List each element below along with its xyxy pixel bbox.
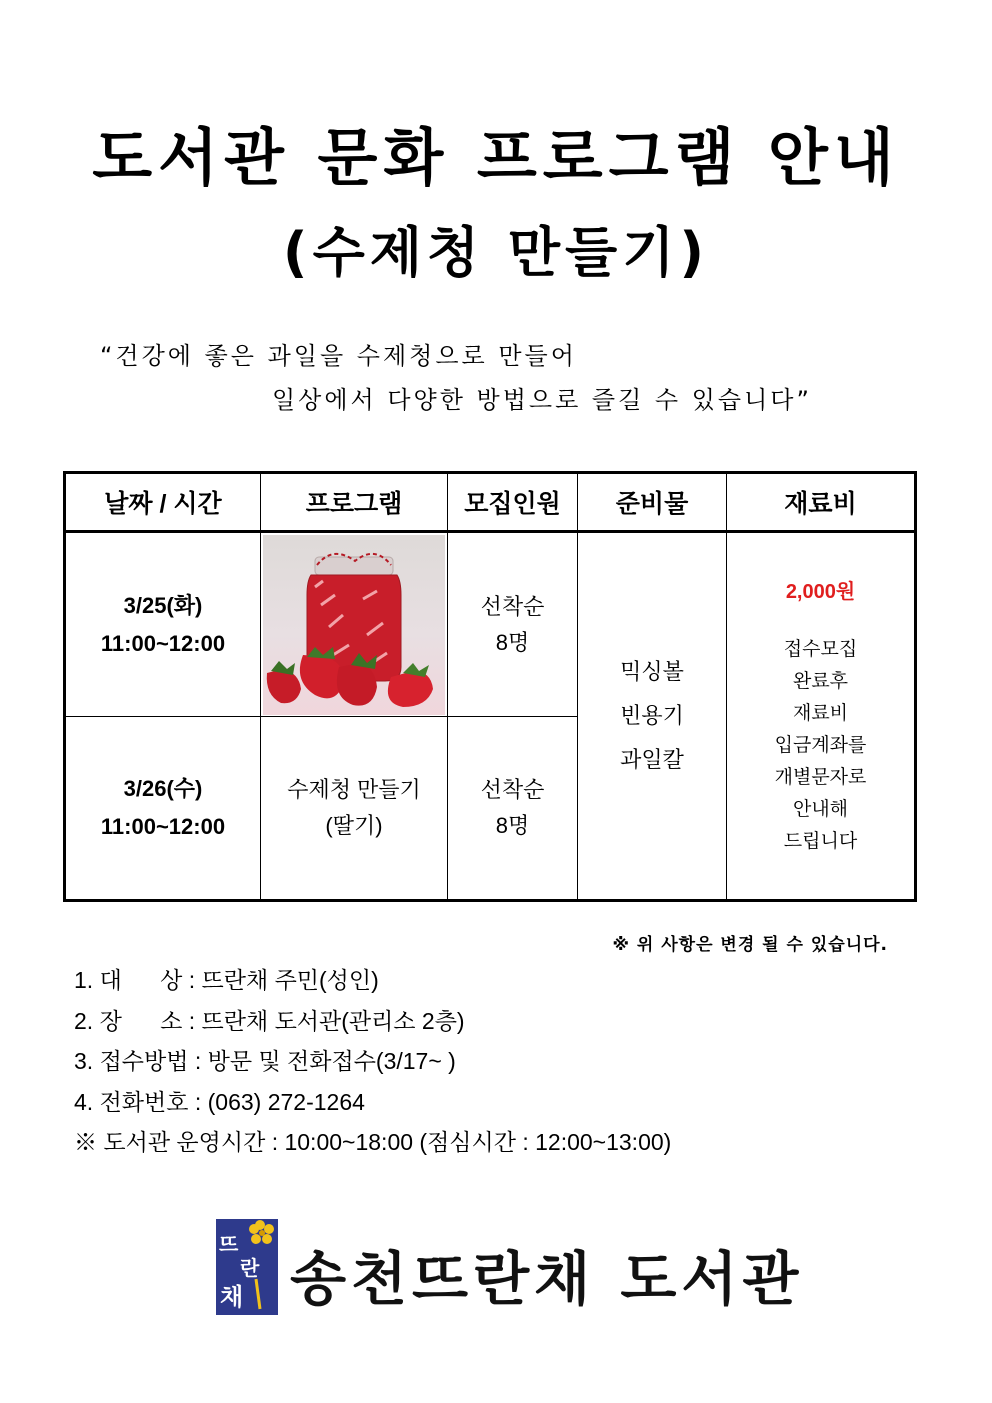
price-amount: 2,000원 bbox=[785, 580, 856, 603]
header-price: 재료비 bbox=[727, 473, 916, 532]
program-photo-cell bbox=[261, 532, 448, 717]
svg-text:뜨: 뜨 bbox=[219, 1232, 239, 1256]
info-phone: 4. 전화번호 : (063) 272-1264 bbox=[74, 1088, 365, 1115]
library-logo-icon bbox=[216, 1219, 278, 1315]
schedule-table bbox=[63, 471, 917, 902]
header-program: 프로그램 bbox=[261, 473, 448, 532]
price-note-line: 접수모집 bbox=[783, 638, 858, 660]
info-place: 2. 장 소 : 뜨란채 도서관(관리소 2층) bbox=[74, 1007, 465, 1034]
recruit-cell bbox=[448, 717, 578, 901]
table-header-row bbox=[65, 473, 916, 532]
info-hours: ※ 도서관 운영시간 : 10:00~18:00 (점심시간 : 12:00~13:00) bbox=[74, 1129, 672, 1155]
date-cell bbox=[65, 717, 261, 901]
info-apply: 3. 접수방법 : 방문 및 전화접수(3/17~ ) bbox=[74, 1048, 456, 1074]
recruit-type: 선착순 bbox=[480, 777, 545, 802]
price-note-line: 드립니다 bbox=[783, 830, 858, 852]
info-target: 1. 대 상 : 뜨란채 주민(성인) bbox=[74, 967, 379, 993]
supplies-cell bbox=[578, 532, 727, 901]
date: 3/26(수) bbox=[123, 776, 203, 801]
program-name: 수제청 만들기 bbox=[287, 777, 421, 802]
page-title: 도서관 문화 프로그램 안내 bbox=[92, 121, 900, 194]
price-note-line: 입금계좌를 bbox=[774, 734, 867, 756]
quote-line-1: “건강에 좋은 과일을 수제청으로 만들어 bbox=[100, 342, 577, 370]
supply-item: 과일칼 bbox=[620, 747, 684, 772]
supply-item: 믹싱볼 bbox=[620, 659, 684, 684]
quote-line-2: 일상에서 다양한 방법으로 즐길 수 있습니다” bbox=[272, 386, 812, 414]
table-row bbox=[65, 532, 916, 717]
recruit-cell bbox=[448, 532, 578, 717]
header-recruit: 모집인원 bbox=[448, 473, 578, 532]
supply-item: 빈용기 bbox=[620, 703, 684, 728]
price-note-line: 재료비 bbox=[792, 702, 849, 724]
program-sub: (딸기) bbox=[325, 813, 383, 838]
price-cell bbox=[727, 532, 916, 901]
date: 3/25(화) bbox=[123, 592, 203, 618]
header-date: 날짜 / 시간 bbox=[65, 473, 261, 532]
date-cell bbox=[65, 532, 261, 717]
change-notice: ※ 위 사항은 변경 될 수 있습니다. bbox=[612, 935, 888, 955]
recruit-count: 8명 bbox=[495, 629, 530, 655]
recruit-count: 8명 bbox=[495, 813, 530, 838]
page-subtitle: (수제청 만들기) bbox=[282, 221, 710, 284]
price-note-line: 개별문자로 bbox=[774, 766, 867, 788]
recruit-type: 선착순 bbox=[480, 593, 545, 619]
header-supplies: 준비물 bbox=[578, 473, 727, 532]
price-note-line: 안내해 bbox=[792, 798, 849, 820]
program-cell bbox=[261, 717, 448, 901]
price-note-line: 완료후 bbox=[792, 670, 849, 692]
time: 11:00~12:00 bbox=[100, 630, 226, 656]
time: 11:00~12:00 bbox=[100, 814, 226, 839]
info-list bbox=[74, 960, 671, 1163]
strawberry-jam-photo bbox=[263, 535, 445, 715]
svg-text:란: 란 bbox=[240, 1256, 260, 1280]
svg-text:채: 채 bbox=[220, 1283, 244, 1311]
library-name: 송천뜨란채 도서관 bbox=[290, 1245, 804, 1313]
